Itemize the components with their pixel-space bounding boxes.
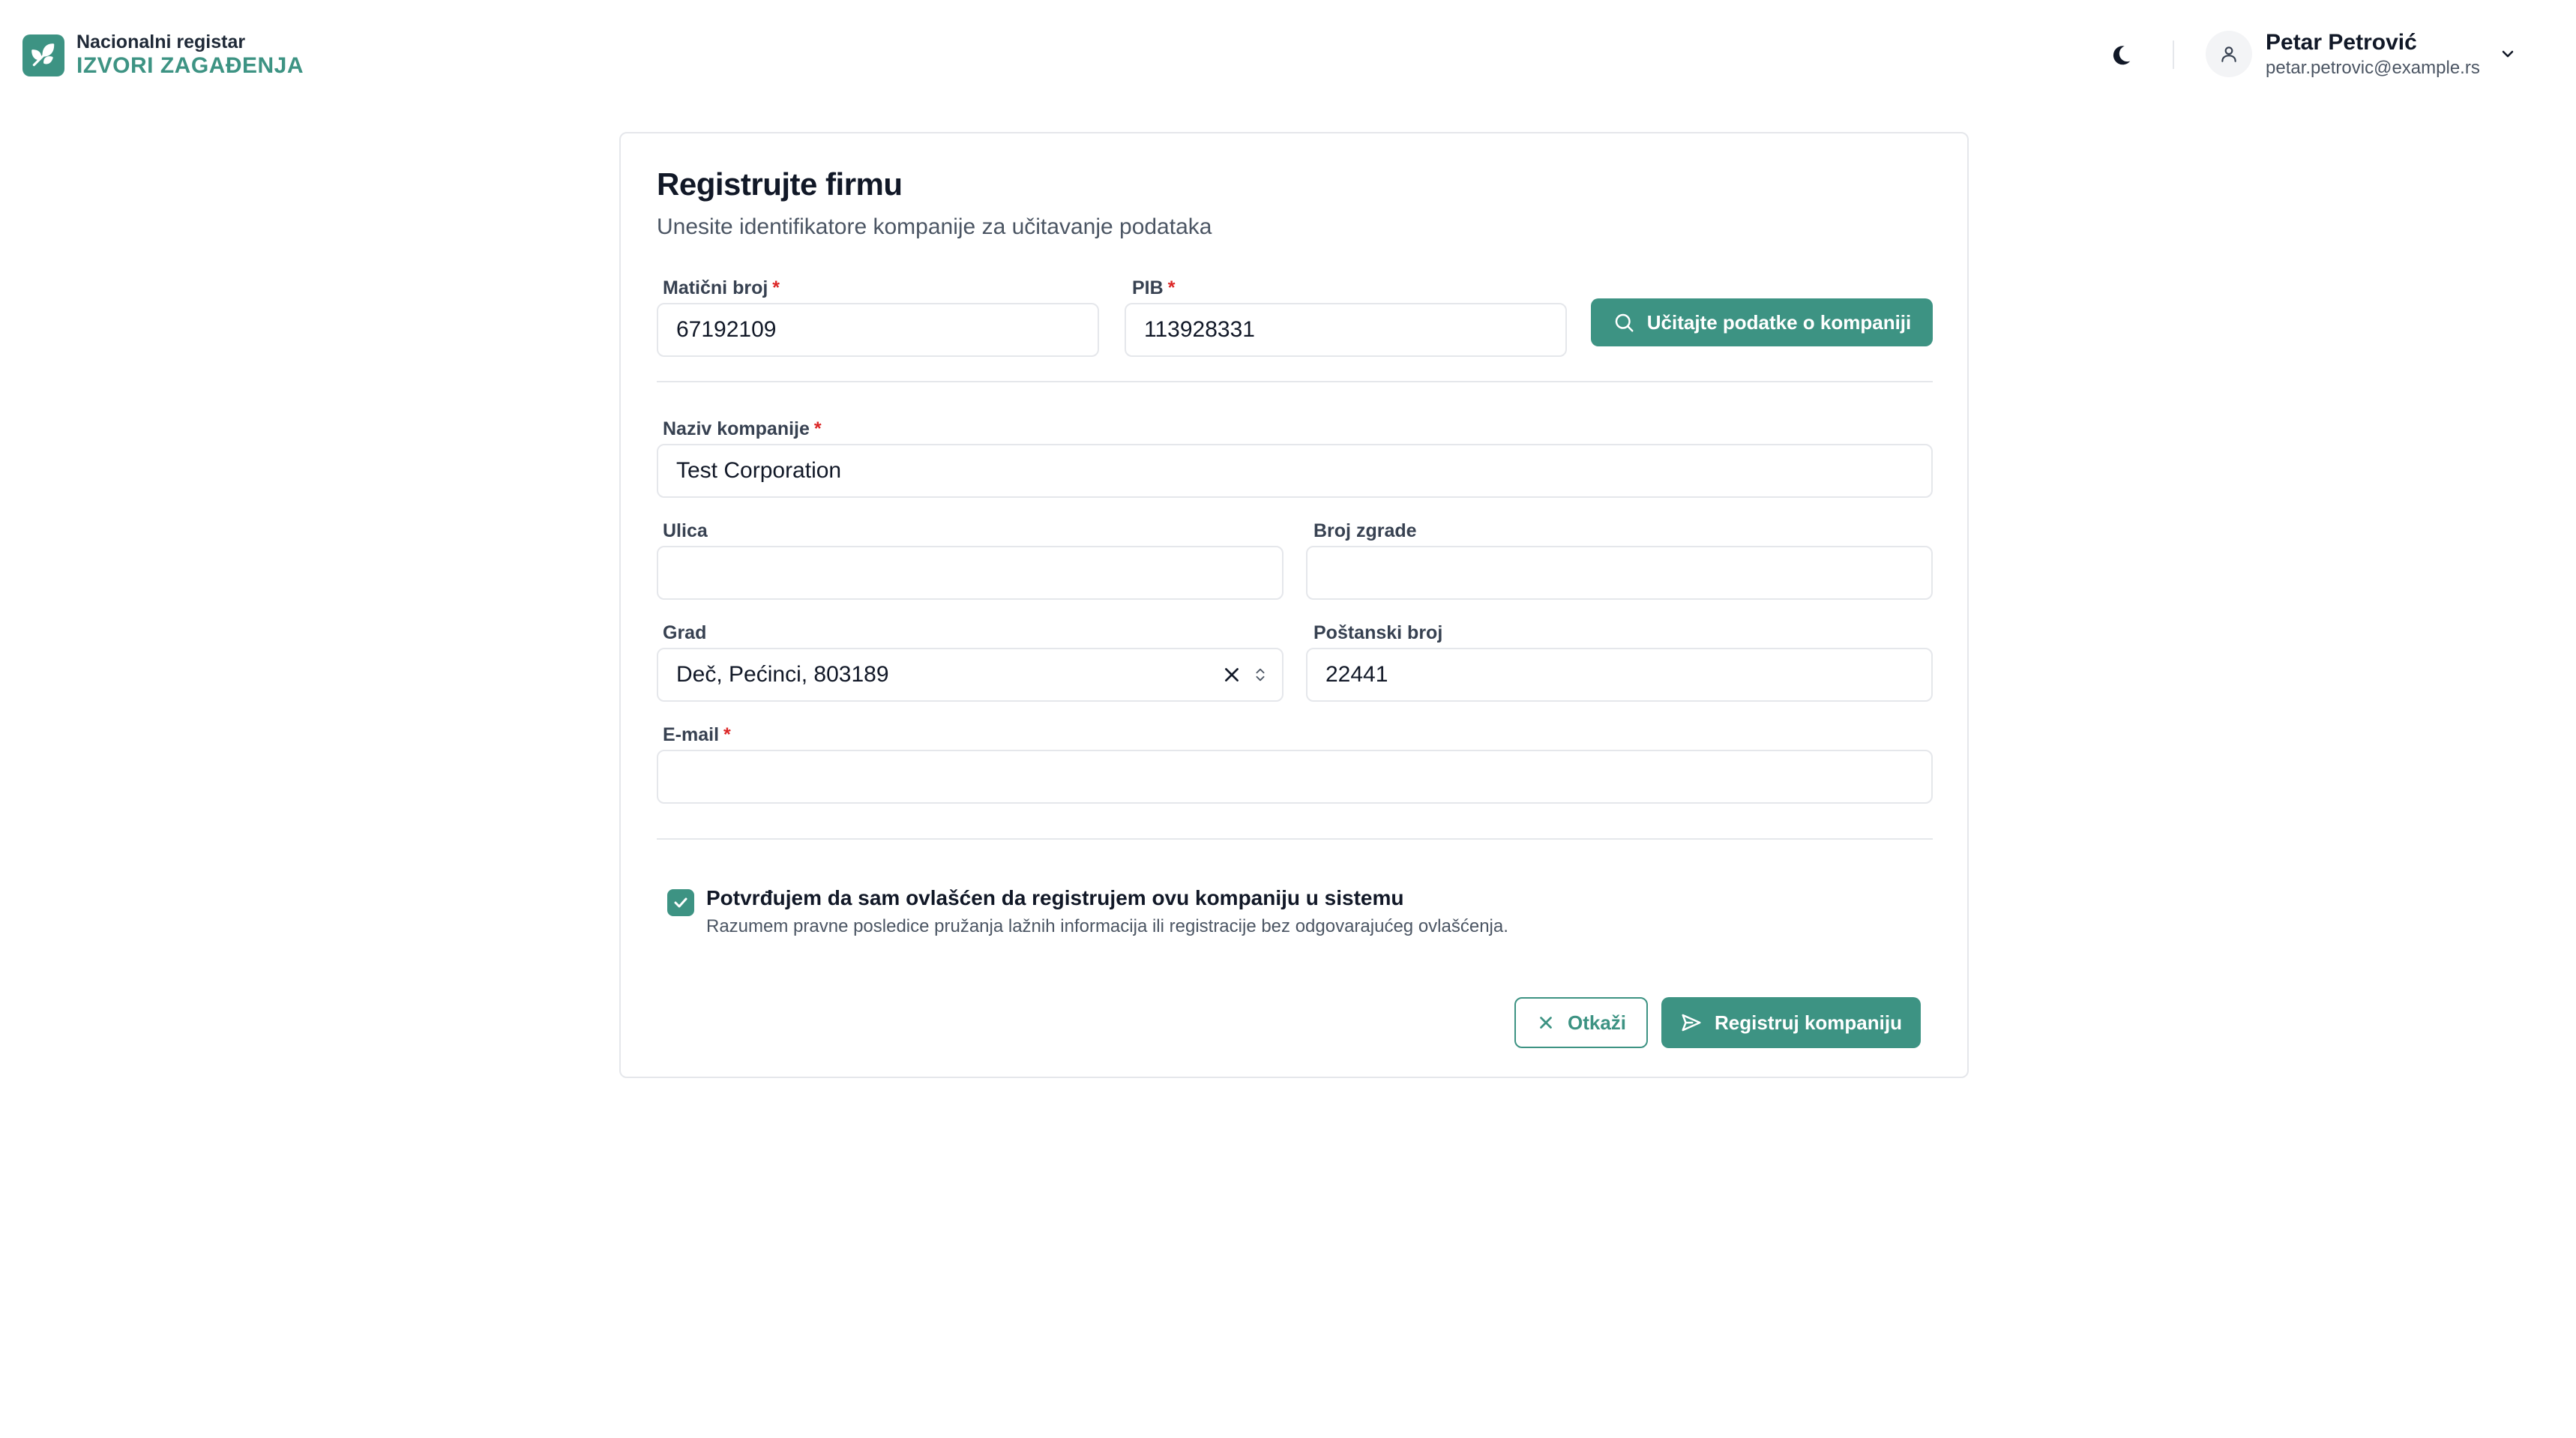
consent-title[interactable]: Potvrđujem da sam ovlašćen da registrujem ovu kompaniju u sistemu <box>706 886 1404 909</box>
pib-field[interactable] <box>1125 303 1567 357</box>
ulica-label: Ulica <box>663 520 708 541</box>
postanski-broj-field[interactable] <box>1306 648 1933 702</box>
ulica-field[interactable] <box>657 546 1284 600</box>
chevron-down-icon[interactable] <box>2497 43 2519 65</box>
broj-zgrade-field[interactable] <box>1306 546 1933 600</box>
consent-checkbox[interactable] <box>667 889 694 916</box>
required-marker: * <box>772 277 780 298</box>
naziv-kompanije-input[interactable] <box>676 458 1913 484</box>
load-company-data-button[interactable] <box>1591 298 1933 346</box>
close-icon <box>1536 1013 1556 1032</box>
grad-select[interactable] <box>657 648 1284 702</box>
search-icon <box>1613 311 1635 334</box>
email-label: E-mail * <box>663 724 731 745</box>
brand-title: IZVORI ZAGAĐENJA <box>76 53 304 78</box>
page-title: Registrujte firmu <box>657 166 903 202</box>
pib-label: PIB * <box>1132 277 1176 298</box>
send-icon <box>1680 1011 1703 1034</box>
broj-zgrade-label: Broj zgrade <box>1313 520 1417 541</box>
checkmark-icon <box>672 894 690 912</box>
user-email: petar.petrovic@example.rs <box>2266 57 2480 78</box>
user-icon <box>2219 44 2239 64</box>
page-subtitle: Unesite identifikatore kompanije za učitavanje podataka <box>657 214 1212 239</box>
ulica-input[interactable] <box>676 560 1264 586</box>
moon-icon <box>2110 43 2133 68</box>
user-menu[interactable] <box>2206 30 2519 78</box>
app-header <box>0 0 2576 109</box>
clear-icon[interactable] <box>1222 665 1242 685</box>
pib-input[interactable] <box>1144 317 1547 343</box>
required-marker: * <box>723 724 731 745</box>
register-company-button[interactable] <box>1661 997 1921 1048</box>
section-divider <box>657 838 1933 840</box>
user-name: Petar Petrović <box>2266 30 2417 55</box>
chevron-up-down-icon[interactable] <box>1252 664 1269 685</box>
header-divider <box>2173 40 2174 69</box>
grad-selected-value: Deč, Pećinci, 803189 <box>676 662 889 687</box>
maticni-broj-field[interactable] <box>657 303 1099 357</box>
consent-description: Razumem pravne posledice pružanja lažnih informacija ili registracije bez odgovarajućeg ovlašćenja. <box>706 916 1508 936</box>
postanski-broj-label: Poštanski broj <box>1313 622 1443 643</box>
naziv-kompanije-field[interactable] <box>657 444 1933 498</box>
maticni-broj-label: Matični broj * <box>663 277 780 298</box>
maticni-broj-input[interactable] <box>676 317 1080 343</box>
email-input[interactable] <box>676 764 1913 789</box>
registration-card <box>619 132 1969 1078</box>
cancel-label: Otkaži <box>1567 1011 1627 1034</box>
email-field[interactable] <box>657 750 1933 804</box>
brand-subtitle: Nacionalni registar <box>76 31 246 52</box>
theme-toggle-button[interactable] <box>2105 39 2138 72</box>
leaf-logo-icon <box>22 34 64 76</box>
load-company-data-label: Učitajte podatke o kompaniji <box>1646 310 1912 334</box>
required-marker: * <box>1167 277 1176 298</box>
section-divider <box>657 381 1933 382</box>
grad-label: Grad <box>663 622 707 643</box>
broj-zgrade-input[interactable] <box>1325 560 1913 586</box>
brand[interactable] <box>22 33 304 77</box>
cancel-button[interactable] <box>1514 997 1648 1048</box>
required-marker: * <box>813 418 822 439</box>
avatar <box>2206 31 2252 77</box>
naziv-kompanije-label: Naziv kompanije * <box>663 418 822 439</box>
register-company-label: Registruj kompaniju <box>1715 1011 1902 1034</box>
postanski-broj-input[interactable] <box>1325 662 1913 688</box>
